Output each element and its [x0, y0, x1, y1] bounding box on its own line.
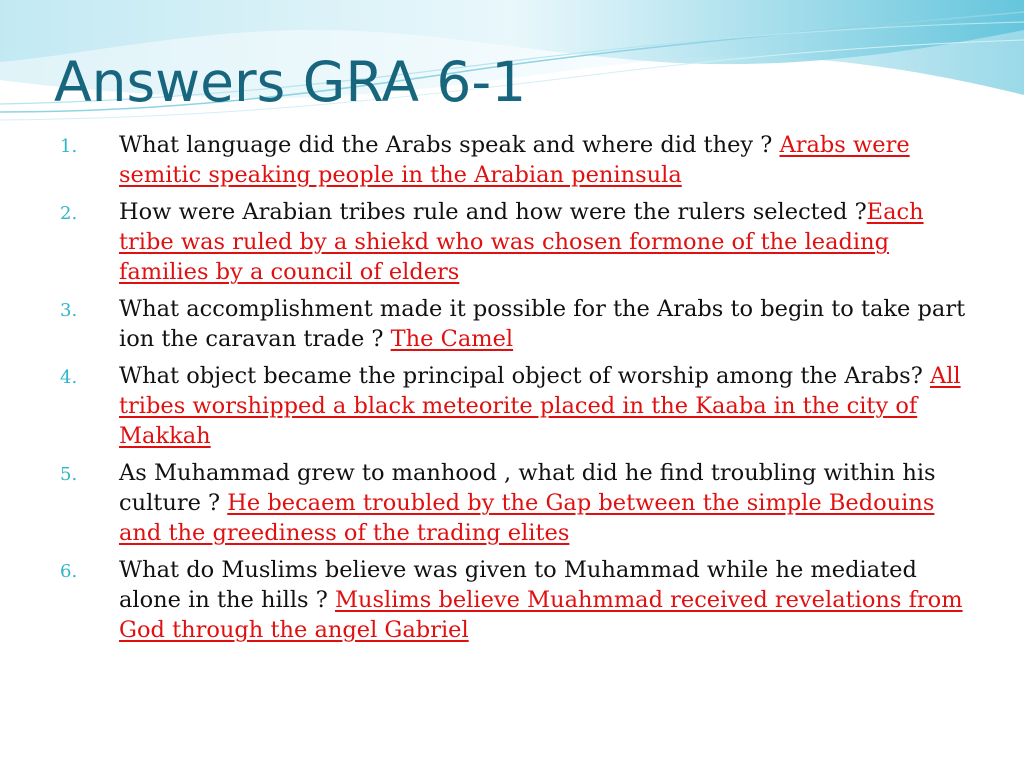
list-item [0, 458, 1024, 548]
item-number: 3. [60, 300, 78, 321]
qa-list [0, 130, 1024, 652]
question-text: What accomplishment made it possible for the Arabs to begin to take part ion the caravan trade ? [119, 296, 966, 352]
item-number: 2. [60, 203, 78, 224]
question-text: What object became the principal object of worship among the Arabs? [119, 363, 930, 389]
list-item [0, 197, 1024, 287]
question-text: How were Arabian tribes rule and how were the rulers selected ? [119, 199, 867, 225]
answer-text: He becaem troubled by the Gap between the simple Bedouins and the greediness of the trading elites [119, 490, 935, 546]
question-text: What language did the Arabs speak and where did they ? [119, 132, 780, 158]
item-number: 6. [60, 561, 78, 582]
answer-text: Arabs were semitic speaking people in the Arabian peninsula [119, 132, 910, 188]
question-text: What do Muslims believe was given to Muhammad while he mediated alone in the hills ? [119, 557, 917, 613]
answer-text: Each tribe was ruled by a shiekd who was chosen formone of the leading families by a council of elders [119, 199, 924, 285]
item-number: 4. [60, 367, 78, 388]
answer-text: The Camel [390, 326, 514, 352]
item-number: 1. [60, 136, 78, 157]
list-item [0, 361, 1024, 451]
answer-text: Muslims believe Muahmmad received revelations from God through the angel Gabriel [119, 587, 963, 643]
question-text: As Muhammad grew to manhood , what did he find troubling within his culture ? [119, 460, 936, 516]
answer-text: All tribes worshipped a black meteorite placed in the Kaaba in the city of Makkah [119, 363, 961, 449]
list-item [0, 130, 1024, 190]
list-item [0, 294, 1024, 354]
slide-title: Answers GRA 6-1 [54, 50, 527, 114]
list-item [0, 555, 1024, 645]
item-number: 5. [60, 464, 78, 485]
